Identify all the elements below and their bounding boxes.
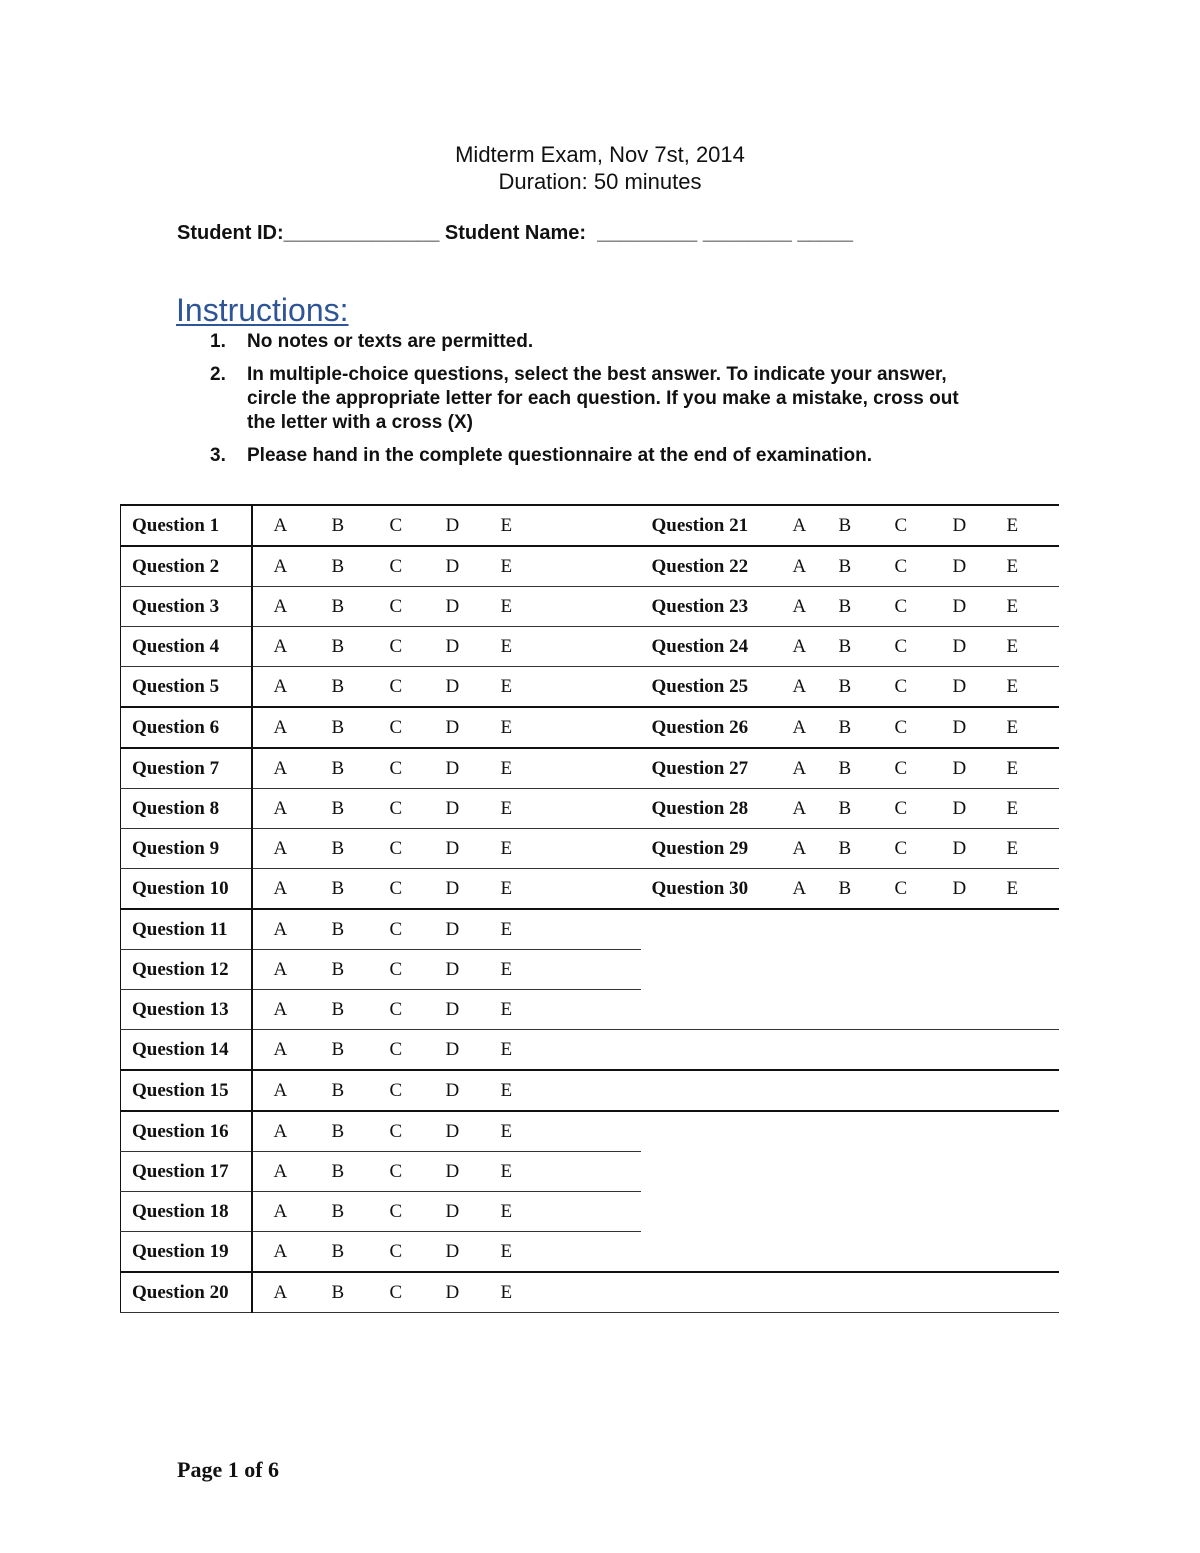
option-b[interactable]: B [332, 789, 390, 829]
option-e[interactable]: E [501, 1030, 641, 1071]
option-c[interactable]: C [895, 546, 953, 587]
option-d[interactable]: D [446, 627, 501, 667]
question-label: Question 12 [121, 950, 252, 990]
option-a[interactable]: A [252, 667, 332, 708]
option-c[interactable]: C [390, 909, 446, 950]
option-b[interactable]: B [332, 627, 390, 667]
question-label: Question 21 [641, 505, 781, 546]
empty-cell [641, 909, 781, 950]
option-d[interactable]: D [446, 1070, 501, 1111]
option-a[interactable]: A [781, 505, 839, 546]
empty-cell [781, 1232, 839, 1273]
option-e[interactable]: E [1007, 505, 1059, 546]
option-b[interactable]: B [332, 1111, 390, 1152]
option-d[interactable]: D [953, 789, 1007, 829]
empty-cell [1007, 1030, 1059, 1071]
question-label: Question 20 [121, 1272, 252, 1313]
option-b[interactable]: B [839, 869, 895, 910]
empty-cell [953, 1152, 1007, 1192]
option-b[interactable]: B [332, 1152, 390, 1192]
option-c[interactable]: C [390, 707, 446, 748]
option-e[interactable]: E [501, 990, 641, 1030]
question-label: Question 2 [121, 546, 252, 587]
question-label: Question 13 [121, 990, 252, 1030]
instruction-number: 3. [210, 445, 226, 466]
empty-cell [781, 1272, 839, 1313]
option-e[interactable]: E [501, 829, 641, 869]
option-b[interactable]: B [839, 707, 895, 748]
question-label: Question 25 [641, 667, 781, 708]
instructions-list [207, 330, 967, 477]
empty-cell [781, 1192, 839, 1232]
empty-cell [953, 990, 1007, 1030]
instruction-number: 2. [210, 364, 226, 385]
answer-row [121, 829, 1059, 869]
option-e[interactable]: E [501, 1111, 641, 1152]
empty-cell [1007, 1111, 1059, 1152]
option-d[interactable]: D [446, 990, 501, 1030]
option-c[interactable]: C [895, 587, 953, 627]
empty-cell [1007, 1272, 1059, 1313]
empty-cell [839, 1111, 895, 1152]
empty-cell [839, 909, 895, 950]
option-a[interactable]: A [252, 748, 332, 789]
option-d[interactable]: D [446, 546, 501, 587]
option-a[interactable]: A [252, 1272, 332, 1313]
question-label: Question 19 [121, 1232, 252, 1273]
question-label: Question 9 [121, 829, 252, 869]
option-d[interactable]: D [953, 869, 1007, 910]
question-label: Question 14 [121, 1030, 252, 1071]
instructions-heading: Instructions: [176, 292, 349, 328]
option-c[interactable]: C [895, 748, 953, 789]
option-c[interactable]: C [895, 627, 953, 667]
option-d[interactable]: D [446, 950, 501, 990]
option-e[interactable]: E [501, 707, 641, 748]
option-c[interactable]: C [390, 667, 446, 708]
question-label: Question 23 [641, 587, 781, 627]
option-b[interactable]: B [332, 667, 390, 708]
question-label: Question 27 [641, 748, 781, 789]
option-e[interactable]: E [501, 667, 641, 708]
option-b[interactable]: B [332, 950, 390, 990]
question-label: Question 8 [121, 789, 252, 829]
option-b[interactable]: B [332, 546, 390, 587]
empty-cell [839, 1232, 895, 1273]
empty-cell [839, 1152, 895, 1192]
option-d[interactable]: D [446, 1232, 501, 1273]
empty-cell [781, 1111, 839, 1152]
option-c[interactable]: C [390, 546, 446, 587]
option-d[interactable]: D [953, 829, 1007, 869]
option-e[interactable]: E [1007, 707, 1059, 748]
option-e[interactable]: E [501, 1070, 641, 1111]
question-label: Question 24 [641, 627, 781, 667]
answer-row [121, 627, 1059, 667]
question-label: Question 17 [121, 1152, 252, 1192]
answer-row [121, 546, 1059, 587]
option-d[interactable]: D [446, 748, 501, 789]
option-d[interactable]: D [446, 869, 501, 910]
option-a[interactable]: A [781, 829, 839, 869]
empty-cell [781, 1152, 839, 1192]
option-c[interactable]: C [390, 1030, 446, 1071]
question-label: Question 4 [121, 627, 252, 667]
option-a[interactable]: A [252, 789, 332, 829]
answer-row [121, 1232, 1059, 1273]
option-d[interactable]: D [446, 1272, 501, 1313]
option-b[interactable]: B [332, 1030, 390, 1071]
option-a[interactable]: A [252, 909, 332, 950]
instruction-text: Please hand in the complete questionnaire at the end of examination. [247, 445, 873, 466]
option-a[interactable]: A [252, 587, 332, 627]
option-b[interactable]: B [332, 707, 390, 748]
answer-row [121, 1152, 1059, 1192]
empty-cell [895, 1070, 953, 1111]
empty-cell [641, 1192, 781, 1232]
option-a[interactable]: A [781, 627, 839, 667]
empty-cell [641, 1272, 781, 1313]
option-e[interactable]: E [1007, 869, 1059, 910]
option-c[interactable]: C [390, 869, 446, 910]
option-e[interactable]: E [1007, 546, 1059, 587]
option-d[interactable]: D [953, 587, 1007, 627]
empty-cell [953, 950, 1007, 990]
option-b[interactable]: B [332, 1232, 390, 1273]
option-b[interactable]: B [332, 829, 390, 869]
option-a[interactable]: A [781, 707, 839, 748]
empty-cell [641, 990, 781, 1030]
option-c[interactable]: C [390, 1152, 446, 1192]
option-c[interactable]: C [895, 869, 953, 910]
question-label: Question 3 [121, 587, 252, 627]
answer-sheet-table [120, 504, 1059, 1313]
option-b[interactable]: B [332, 1272, 390, 1313]
question-label: Question 15 [121, 1070, 252, 1111]
option-c[interactable]: C [390, 627, 446, 667]
option-e[interactable]: E [1007, 587, 1059, 627]
empty-cell [1007, 909, 1059, 950]
option-c[interactable]: C [390, 789, 446, 829]
empty-cell [895, 1030, 953, 1071]
empty-cell [953, 1111, 1007, 1152]
option-d[interactable]: D [446, 1152, 501, 1192]
question-label: Question 26 [641, 707, 781, 748]
instruction-text: No notes or texts are permitted. [247, 331, 534, 352]
option-e[interactable]: E [501, 1272, 641, 1313]
option-b[interactable]: B [839, 667, 895, 708]
empty-cell [641, 1111, 781, 1152]
answer-row [121, 1111, 1059, 1152]
option-e[interactable]: E [501, 789, 641, 829]
question-label: Question 16 [121, 1111, 252, 1152]
option-a[interactable]: A [252, 869, 332, 910]
option-e[interactable]: E [501, 950, 641, 990]
empty-cell [1007, 1152, 1059, 1192]
page-number: Page 1 of 6 [177, 1457, 280, 1482]
option-d[interactable]: D [953, 707, 1007, 748]
option-a[interactable]: A [781, 587, 839, 627]
option-c[interactable]: C [390, 1070, 446, 1111]
option-a[interactable]: A [781, 869, 839, 910]
option-b[interactable]: B [332, 869, 390, 910]
option-a[interactable]: A [252, 1111, 332, 1152]
answer-row [121, 909, 1059, 950]
empty-cell [839, 1070, 895, 1111]
empty-cell [953, 1232, 1007, 1273]
empty-cell [1007, 1192, 1059, 1232]
option-d[interactable]: D [446, 909, 501, 950]
answer-row [121, 707, 1059, 748]
option-b[interactable]: B [332, 587, 390, 627]
option-e[interactable]: E [1007, 829, 1059, 869]
option-e[interactable]: E [1007, 748, 1059, 789]
option-b[interactable]: B [839, 587, 895, 627]
option-d[interactable]: D [953, 546, 1007, 587]
question-label: Question 6 [121, 707, 252, 748]
answer-row [121, 789, 1059, 829]
empty-cell [895, 1111, 953, 1152]
empty-cell [641, 950, 781, 990]
option-c[interactable]: C [390, 1232, 446, 1273]
option-e[interactable]: E [501, 546, 641, 587]
option-e[interactable]: E [1007, 789, 1059, 829]
question-label: Question 1 [121, 505, 252, 546]
empty-cell [1007, 950, 1059, 990]
instruction-text: In multiple-choice questions, select the best answer. To indicate your answer, circle the appropriate letter for each question. If you make a mistake, cross out the letter with a cross (X) [247, 364, 959, 433]
option-a[interactable]: A [252, 1192, 332, 1232]
option-a[interactable]: A [252, 505, 332, 546]
option-c[interactable]: C [895, 829, 953, 869]
empty-cell [839, 1272, 895, 1313]
answer-row [121, 1272, 1059, 1313]
option-a[interactable]: A [252, 990, 332, 1030]
option-d[interactable]: D [446, 707, 501, 748]
answer-row [121, 587, 1059, 627]
empty-cell [781, 909, 839, 950]
option-b[interactable]: B [332, 1192, 390, 1232]
answer-row [121, 1192, 1059, 1232]
empty-cell [781, 1070, 839, 1111]
empty-cell [1007, 1070, 1059, 1111]
option-c[interactable]: C [895, 505, 953, 546]
answer-row [121, 748, 1059, 789]
option-b[interactable]: B [332, 1070, 390, 1111]
empty-cell [895, 990, 953, 1030]
option-d[interactable]: D [446, 505, 501, 546]
question-label: Question 11 [121, 909, 252, 950]
option-e[interactable]: E [501, 748, 641, 789]
option-c[interactable]: C [390, 748, 446, 789]
option-c[interactable]: C [390, 950, 446, 990]
option-c[interactable]: C [895, 667, 953, 708]
exam-title: Midterm Exam, Nov 7st, 2014 [455, 142, 745, 167]
empty-cell [781, 990, 839, 1030]
empty-cell [839, 1030, 895, 1071]
instruction-item [207, 444, 967, 468]
empty-cell [953, 1030, 1007, 1071]
option-e[interactable]: E [1007, 627, 1059, 667]
question-label: Question 30 [641, 869, 781, 910]
option-b[interactable]: B [332, 909, 390, 950]
option-a[interactable]: A [781, 789, 839, 829]
question-label: Question 29 [641, 829, 781, 869]
answer-row [121, 667, 1059, 708]
option-c[interactable]: C [390, 990, 446, 1030]
option-d[interactable]: D [446, 1192, 501, 1232]
option-e[interactable]: E [501, 1152, 641, 1192]
option-a[interactable]: A [252, 707, 332, 748]
option-a[interactable]: A [252, 1152, 332, 1192]
empty-cell [895, 909, 953, 950]
answer-row [121, 1070, 1059, 1111]
option-a[interactable]: A [252, 627, 332, 667]
empty-cell [839, 990, 895, 1030]
option-c[interactable]: C [895, 707, 953, 748]
option-b[interactable]: B [332, 990, 390, 1030]
option-e[interactable]: E [501, 869, 641, 910]
option-c[interactable]: C [390, 1192, 446, 1232]
empty-cell [641, 1030, 781, 1071]
option-e[interactable]: E [1007, 667, 1059, 708]
student-info-line: Student ID:______________ Student Name: _________ ________ _____ [177, 222, 853, 244]
empty-cell [895, 1192, 953, 1232]
option-a[interactable]: A [252, 1070, 332, 1111]
empty-cell [953, 1272, 1007, 1313]
option-b[interactable]: B [839, 546, 895, 587]
question-label: Question 22 [641, 546, 781, 587]
option-b[interactable]: B [332, 748, 390, 789]
option-a[interactable]: A [781, 667, 839, 708]
empty-cell [895, 1152, 953, 1192]
option-d[interactable]: D [446, 587, 501, 627]
option-c[interactable]: C [390, 587, 446, 627]
option-d[interactable]: D [953, 667, 1007, 708]
answer-table-body [121, 505, 1059, 1313]
option-d[interactable]: D [446, 1111, 501, 1152]
exam-duration: Duration: 50 minutes [498, 169, 702, 194]
option-a[interactable]: A [252, 829, 332, 869]
option-a[interactable]: A [252, 1232, 332, 1273]
answer-row [121, 990, 1059, 1030]
option-e[interactable]: E [501, 505, 641, 546]
option-c[interactable]: C [895, 789, 953, 829]
option-a[interactable]: A [252, 546, 332, 587]
instruction-item [207, 330, 967, 354]
option-a[interactable]: A [781, 546, 839, 587]
option-b[interactable]: B [839, 829, 895, 869]
instruction-item [207, 363, 967, 435]
answer-row [121, 1030, 1059, 1071]
option-e[interactable]: E [501, 1192, 641, 1232]
option-e[interactable]: E [501, 909, 641, 950]
option-b[interactable]: B [839, 627, 895, 667]
answer-row [121, 869, 1059, 910]
option-c[interactable]: C [390, 505, 446, 546]
question-label: Question 10 [121, 869, 252, 910]
option-e[interactable]: E [501, 1232, 641, 1273]
empty-cell [641, 1070, 781, 1111]
option-d[interactable]: D [446, 1030, 501, 1071]
option-a[interactable]: A [252, 1030, 332, 1071]
empty-cell [839, 1192, 895, 1232]
empty-cell [641, 1152, 781, 1192]
option-c[interactable]: C [390, 1272, 446, 1313]
answer-row [121, 950, 1059, 990]
empty-cell [953, 1070, 1007, 1111]
empty-cell [895, 1272, 953, 1313]
question-label: Question 5 [121, 667, 252, 708]
instruction-number: 1. [210, 331, 226, 352]
question-label: Question 18 [121, 1192, 252, 1232]
empty-cell [781, 950, 839, 990]
option-d[interactable]: D [953, 505, 1007, 546]
option-b[interactable]: B [839, 505, 895, 546]
option-d[interactable]: D [953, 748, 1007, 789]
option-d[interactable]: D [446, 829, 501, 869]
option-e[interactable]: E [501, 627, 641, 667]
empty-cell [1007, 1232, 1059, 1273]
option-a[interactable]: A [252, 950, 332, 990]
option-b[interactable]: B [332, 505, 390, 546]
option-d[interactable]: D [446, 667, 501, 708]
empty-cell [895, 1232, 953, 1273]
option-c[interactable]: C [390, 1111, 446, 1152]
option-d[interactable]: D [953, 627, 1007, 667]
answer-row [121, 505, 1059, 546]
option-b[interactable]: B [839, 789, 895, 829]
question-label: Question 28 [641, 789, 781, 829]
empty-cell [953, 909, 1007, 950]
option-c[interactable]: C [390, 829, 446, 869]
empty-cell [641, 1232, 781, 1273]
empty-cell [1007, 990, 1059, 1030]
option-b[interactable]: B [839, 748, 895, 789]
empty-cell [839, 950, 895, 990]
option-d[interactable]: D [446, 789, 501, 829]
option-a[interactable]: A [781, 748, 839, 789]
empty-cell [781, 1030, 839, 1071]
question-label: Question 7 [121, 748, 252, 789]
option-e[interactable]: E [501, 587, 641, 627]
empty-cell [895, 950, 953, 990]
empty-cell [953, 1192, 1007, 1232]
